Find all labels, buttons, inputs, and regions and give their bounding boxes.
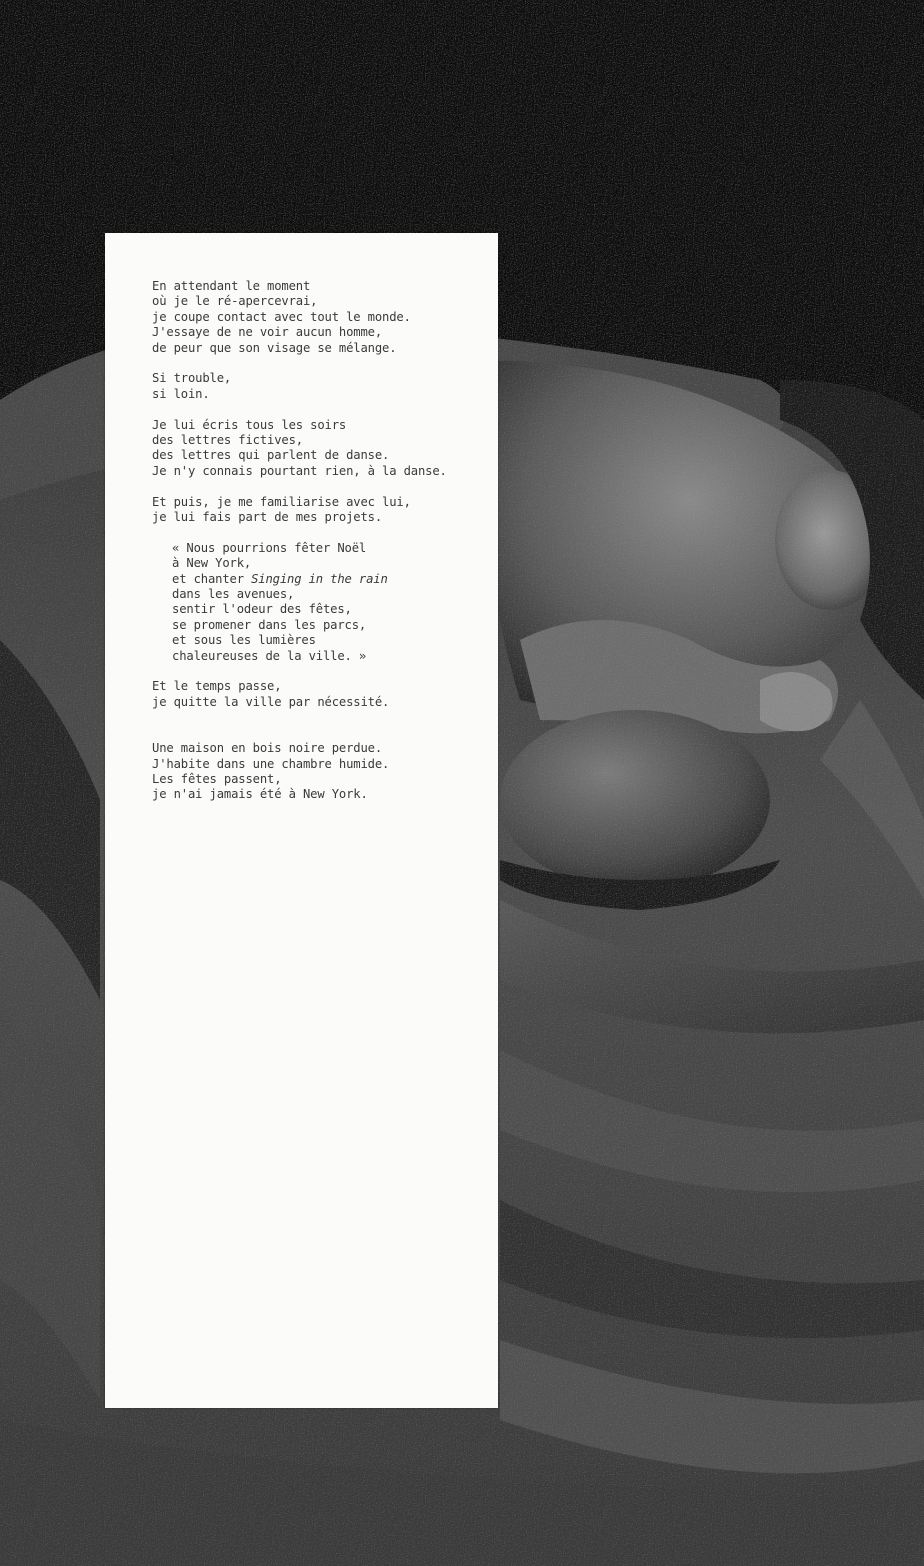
poem-line: je quitte la ville par nécessité. <box>152 694 390 709</box>
quote-line: sentir l'odeur des fêtes, <box>172 602 352 617</box>
quote-line: chaleureuses de la ville. » <box>172 648 367 663</box>
quote-line-prefix: et chanter <box>172 571 252 586</box>
poem-line: J'habite dans une chambre humide. <box>152 756 390 771</box>
quote-line: dans les avenues, <box>172 587 295 602</box>
stanza-gap <box>152 525 492 540</box>
quote-line: à New York, <box>172 556 252 571</box>
poem-line: Et puis, je me familiarise avec lui, <box>152 494 411 509</box>
poem-line: En attendant le moment <box>152 279 311 293</box>
poem-line: Une maison en bois noire perdue. <box>152 741 382 756</box>
quote-line: « Nous pourrions fêter Noël <box>172 540 367 555</box>
poem-line: des lettres fictives, <box>152 433 303 448</box>
poem-line: Et le temps passe, <box>152 679 282 694</box>
stanza-gap <box>152 710 492 741</box>
poem-line: Je lui écris tous les soirs <box>152 417 347 432</box>
poem-line: Les fêtes passent, <box>152 771 282 786</box>
poem-line: je lui fais part de mes projets. <box>152 510 382 525</box>
poem-line: des lettres qui parlent de danse. <box>152 448 390 463</box>
quote-line <box>152 572 492 587</box>
poem-text <box>152 279 492 803</box>
poem-line: Je n'y connais pourtant rien, à la danse. <box>152 463 447 478</box>
quote-line: et sous les lumières <box>172 633 316 648</box>
stanza-gap <box>152 664 492 679</box>
poem-line: J'essaye de ne voir aucun homme, <box>152 325 382 340</box>
poem-line: Si trouble, <box>152 371 232 386</box>
quote-line: se promener dans les parcs, <box>172 617 367 632</box>
poem-paper <box>105 233 498 1408</box>
poem-line: je coupe contact avec tout le monde. <box>152 309 411 324</box>
stanza-gap <box>152 356 492 371</box>
poem-line: je n'ai jamais été à New York. <box>152 787 368 802</box>
stanza-gap <box>152 402 492 417</box>
poem-line: de peur que son visage se mélange. <box>152 340 397 355</box>
stanza-gap <box>152 479 492 494</box>
poem-line: où je le ré-apercevrai, <box>152 294 318 309</box>
poem-line: si loin. <box>152 386 210 401</box>
song-title: Singing in the rain <box>251 571 388 586</box>
